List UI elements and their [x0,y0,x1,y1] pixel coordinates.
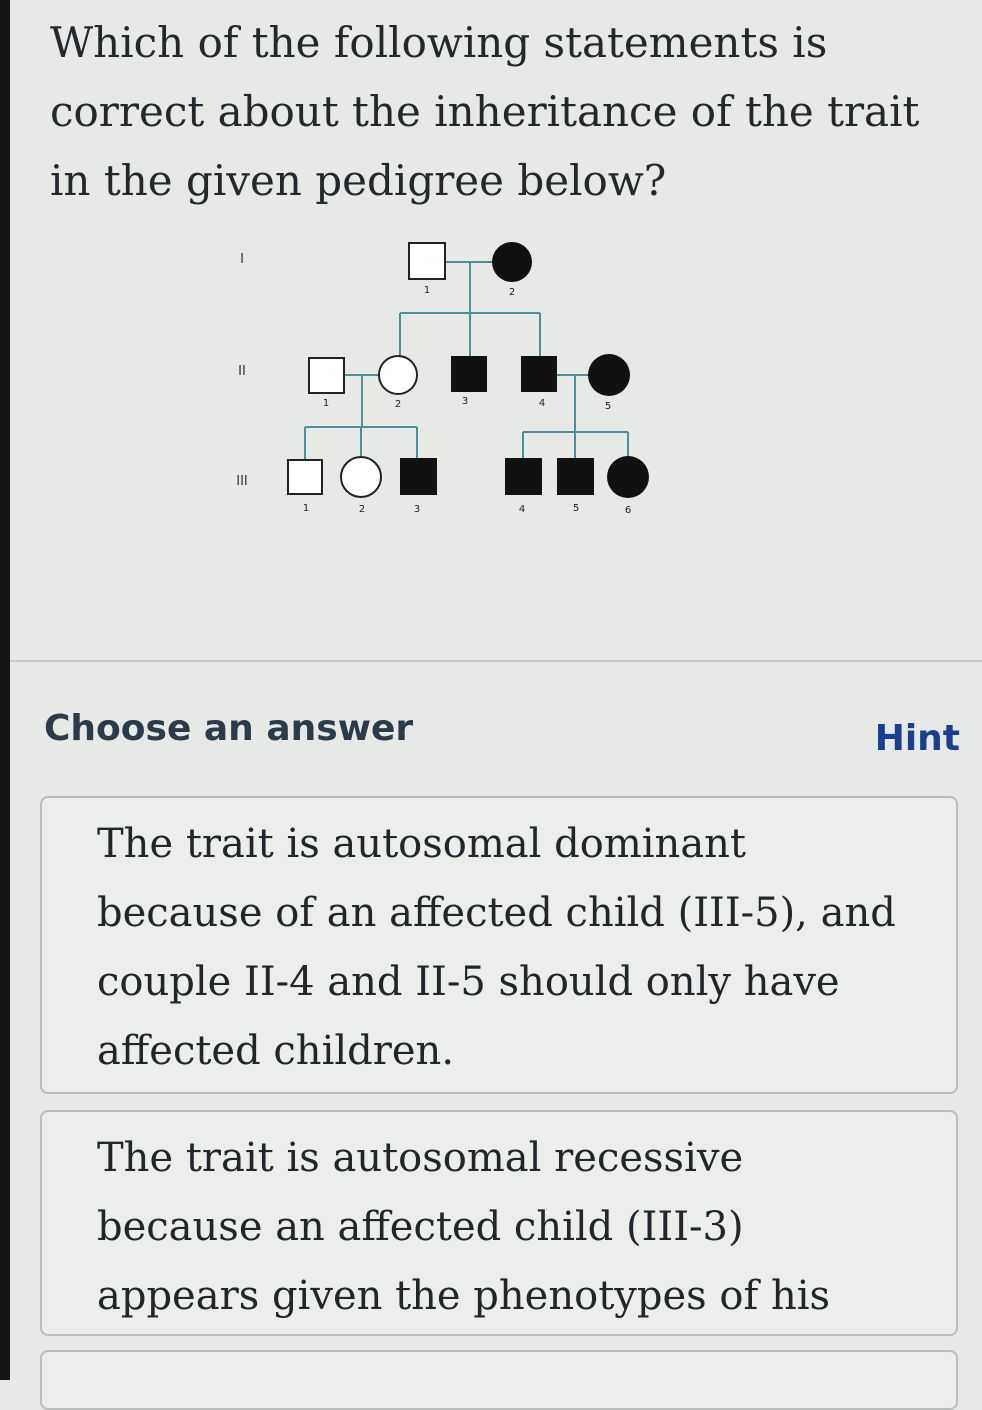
pedigree-chart [220,225,660,525]
label-iii-1: 1 [302,503,310,514]
answer-option-1-text: The trait is autosomal dominant because of an affected child (III-5), and couple II-4 and II-5 should only have affected children. [97,821,896,1074]
generation-label-iii: III [236,474,248,489]
answer-option-2-text: The trait is autosomal recessive because an affected child (III-3) appears given the phenotypes of his [97,1135,831,1319]
individual-iii-1 [288,460,322,494]
individual-ii-1 [309,358,344,393]
section-divider [10,660,982,662]
individual-i-2 [492,242,532,282]
label-ii-1: 1 [322,398,330,409]
label-ii-4: 4 [538,398,546,409]
individual-iii-5 [557,458,594,495]
individual-iii-6 [607,456,649,498]
label-iii-5: 5 [572,503,580,514]
individual-iii-3 [400,458,437,495]
label-iii-4: 4 [518,504,526,515]
label-ii-2: 2 [394,399,402,410]
label-i-1: 1 [423,285,431,296]
individual-iii-4 [505,458,542,495]
generation-label-ii: II [238,364,246,379]
label-ii-5: 5 [604,401,612,412]
answer-option-3[interactable] [40,1350,958,1410]
label-iii-2: 2 [358,504,366,515]
answer-option-1[interactable] [40,796,958,1094]
individual-i-1 [409,243,445,279]
label-iii-6: 6 [624,505,632,516]
individual-iii-2 [341,457,381,497]
individual-ii-5 [588,354,630,396]
question-text: Which of the following statements is correct about the inheritance of the trait in the given pedigree below? [50,18,920,205]
individual-ii-4 [521,356,557,392]
individual-ii-3 [451,356,487,392]
generation-label-i: I [240,252,244,267]
choose-answer-heading: Choose an answer [44,708,414,749]
screen-left-edge [0,0,10,1380]
individual-ii-2 [379,356,417,394]
answer-option-2[interactable] [40,1110,958,1336]
hint-button[interactable]: Hint [874,718,960,759]
label-i-2: 2 [508,287,516,298]
label-iii-3: 3 [413,504,421,515]
label-ii-3: 3 [461,396,469,407]
